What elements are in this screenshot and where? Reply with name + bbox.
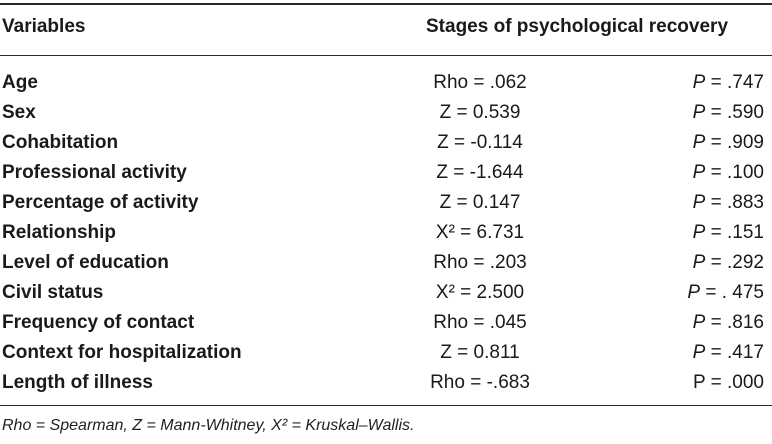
statistic-cell: Z = 0.539 — [439, 102, 521, 123]
table-row — [0, 102, 772, 132]
p-label: P — [692, 132, 706, 153]
p-label: P — [693, 372, 706, 393]
variable-cell: Frequency of contact — [2, 312, 195, 333]
table-body — [0, 72, 772, 402]
p-label: P — [692, 252, 706, 273]
bottom-rule — [0, 405, 772, 406]
table-header — [0, 16, 772, 46]
variable-cell: Percentage of activity — [2, 192, 199, 213]
header-variables: Variables — [2, 16, 86, 37]
p-number: = .100 — [705, 162, 764, 183]
statistic-cell: Rho = -.683 — [430, 372, 530, 393]
p-number: = .000 — [705, 372, 764, 393]
p-number: = . 475 — [700, 282, 764, 303]
table-row — [0, 342, 772, 372]
p-value-cell — [693, 342, 764, 364]
p-value-cell — [687, 282, 764, 304]
p-number: = .417 — [705, 342, 764, 363]
p-value-cell — [693, 252, 764, 274]
table-row — [0, 372, 772, 402]
table-row — [0, 132, 772, 162]
table-row — [0, 162, 772, 192]
statistic-cell: Z = -0.114 — [437, 132, 523, 153]
p-value-cell — [693, 132, 764, 154]
variable-cell: Professional activity — [2, 162, 187, 183]
p-value-cell — [693, 162, 764, 184]
p-number: = .816 — [705, 312, 764, 333]
p-label: P — [687, 282, 701, 303]
p-label: P — [692, 72, 706, 93]
p-value-cell — [693, 72, 764, 94]
p-value-cell — [693, 102, 764, 124]
p-value-cell — [693, 312, 764, 334]
p-label: P — [692, 102, 706, 123]
top-rule — [0, 3, 772, 5]
variable-cell: Level of education — [2, 252, 169, 273]
header-stages: Stages of psychological recovery — [426, 16, 729, 37]
p-label: P — [692, 312, 706, 333]
p-value-cell — [693, 192, 764, 214]
footnote: Rho = Spearman, Z = Mann-Whitney, X² = Kruskal–Wallis. — [2, 417, 415, 434]
variable-cell: Cohabitation — [2, 132, 119, 153]
p-number: = .747 — [705, 72, 764, 93]
header-rule — [0, 55, 772, 56]
p-value-cell — [693, 222, 764, 244]
statistic-cell: Z = 0.147 — [439, 192, 521, 213]
p-value-cell — [693, 372, 764, 394]
p-label: P — [692, 342, 706, 363]
p-number: = .909 — [705, 132, 764, 153]
p-number: = .151 — [705, 222, 764, 243]
statistic-cell: Rho = .203 — [433, 252, 527, 273]
p-number: = .590 — [705, 102, 764, 123]
table-row — [0, 312, 772, 342]
table-row — [0, 72, 772, 102]
p-number: = .883 — [705, 192, 764, 213]
statistic-cell: X² = 6.731 — [435, 222, 525, 243]
statistic-cell: Z = 0.811 — [440, 342, 520, 363]
variable-cell: Context for hospitalization — [2, 342, 242, 363]
statistic-cell: Rho = .062 — [433, 72, 527, 93]
table-row — [0, 282, 772, 312]
table-row — [0, 222, 772, 252]
variable-cell: Length of illness — [2, 372, 153, 393]
p-label: P — [692, 222, 706, 243]
p-label: P — [692, 192, 706, 213]
variable-cell: Relationship — [2, 222, 117, 243]
statistic-cell: Z = -1.644 — [436, 162, 524, 183]
variable-cell: Civil status — [2, 282, 104, 303]
p-label: P — [692, 162, 706, 183]
variable-cell: Age — [2, 72, 38, 93]
variable-cell: Sex — [2, 102, 36, 123]
table-row — [0, 252, 772, 282]
table-row — [0, 192, 772, 222]
statistic-cell: X² = 2.500 — [435, 282, 525, 303]
statistic-cell: Rho = .045 — [433, 312, 527, 333]
p-number: = .292 — [705, 252, 764, 273]
